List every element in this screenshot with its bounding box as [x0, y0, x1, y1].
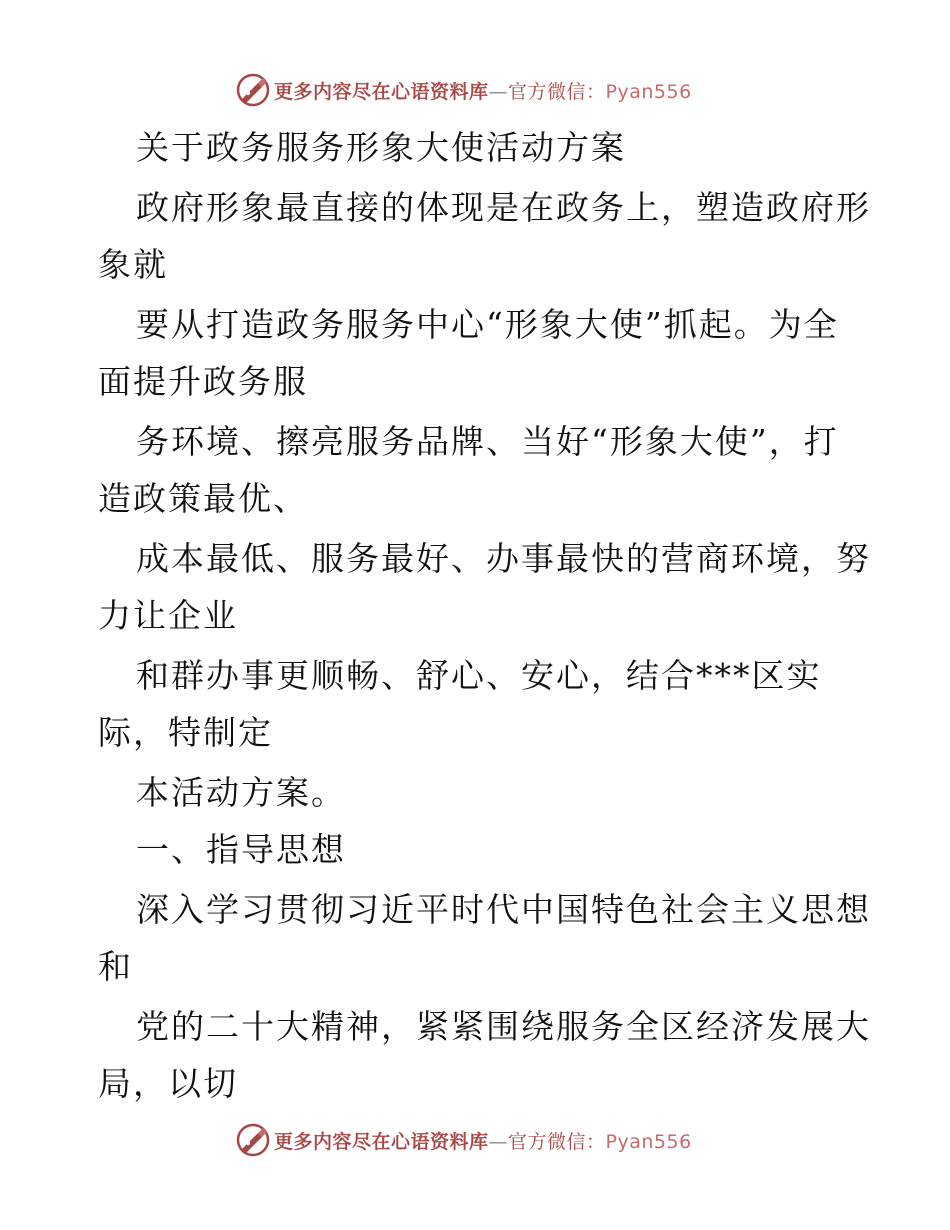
paragraph-line: 要从打造政务服务中心“形象大使”抓起。为全 — [136, 305, 839, 344]
banner-text — [274, 1127, 692, 1154]
paragraph-line: 政府形象最直接的体现是在政务上，塑造政府形 — [136, 188, 871, 227]
header-banner — [236, 72, 692, 108]
pen-logo-icon — [236, 73, 270, 107]
banner-dash: — — [488, 80, 509, 103]
banner-wechat-label: 官方微信： — [508, 80, 606, 103]
paragraph-line: 党的二十大精神，紧紧围绕服务全区经济发展大 — [136, 1007, 871, 1046]
footer-banner — [236, 1122, 692, 1158]
paragraph-line: 务环境、擦亮服务品牌、当好“形象大使”，打 — [136, 422, 839, 461]
paragraph-line: 象就 — [98, 245, 168, 284]
banner-handle: Pyan556 — [605, 1130, 692, 1153]
paragraph-line: 面提升政务服 — [98, 362, 308, 401]
pen-logo-icon — [236, 1123, 270, 1157]
paragraph-line: 成本最低、服务最好、办事最快的营商环境，努 — [136, 539, 871, 578]
paragraph-line: 力让企业 — [98, 596, 238, 635]
banner-brand: 更多内容尽在心语资料库 — [274, 80, 489, 103]
paragraph-line: 和 — [98, 947, 133, 986]
paragraph-line: 造政策最优、 — [98, 479, 308, 518]
paragraph-line: 本活动方案。 — [136, 773, 346, 812]
paragraph-line: 和群办事更顺畅、舒心、安心，结合***区实 — [136, 656, 822, 695]
document-title: 关于政务服务形象大使活动方案 — [136, 128, 626, 167]
banner-wechat-label: 官方微信： — [508, 1130, 606, 1153]
paragraph-line: 局，以切 — [98, 1064, 238, 1103]
paragraph-line: 际，特制定 — [98, 713, 273, 752]
banner-handle: Pyan556 — [605, 80, 692, 103]
banner-dash: — — [488, 1130, 509, 1153]
section-heading: 一、指导思想 — [136, 830, 346, 869]
banner-text — [274, 77, 692, 104]
paragraph-line: 深入学习贯彻习近平时代中国特色社会主义思想 — [136, 890, 871, 929]
banner-brand: 更多内容尽在心语资料库 — [274, 1130, 489, 1153]
